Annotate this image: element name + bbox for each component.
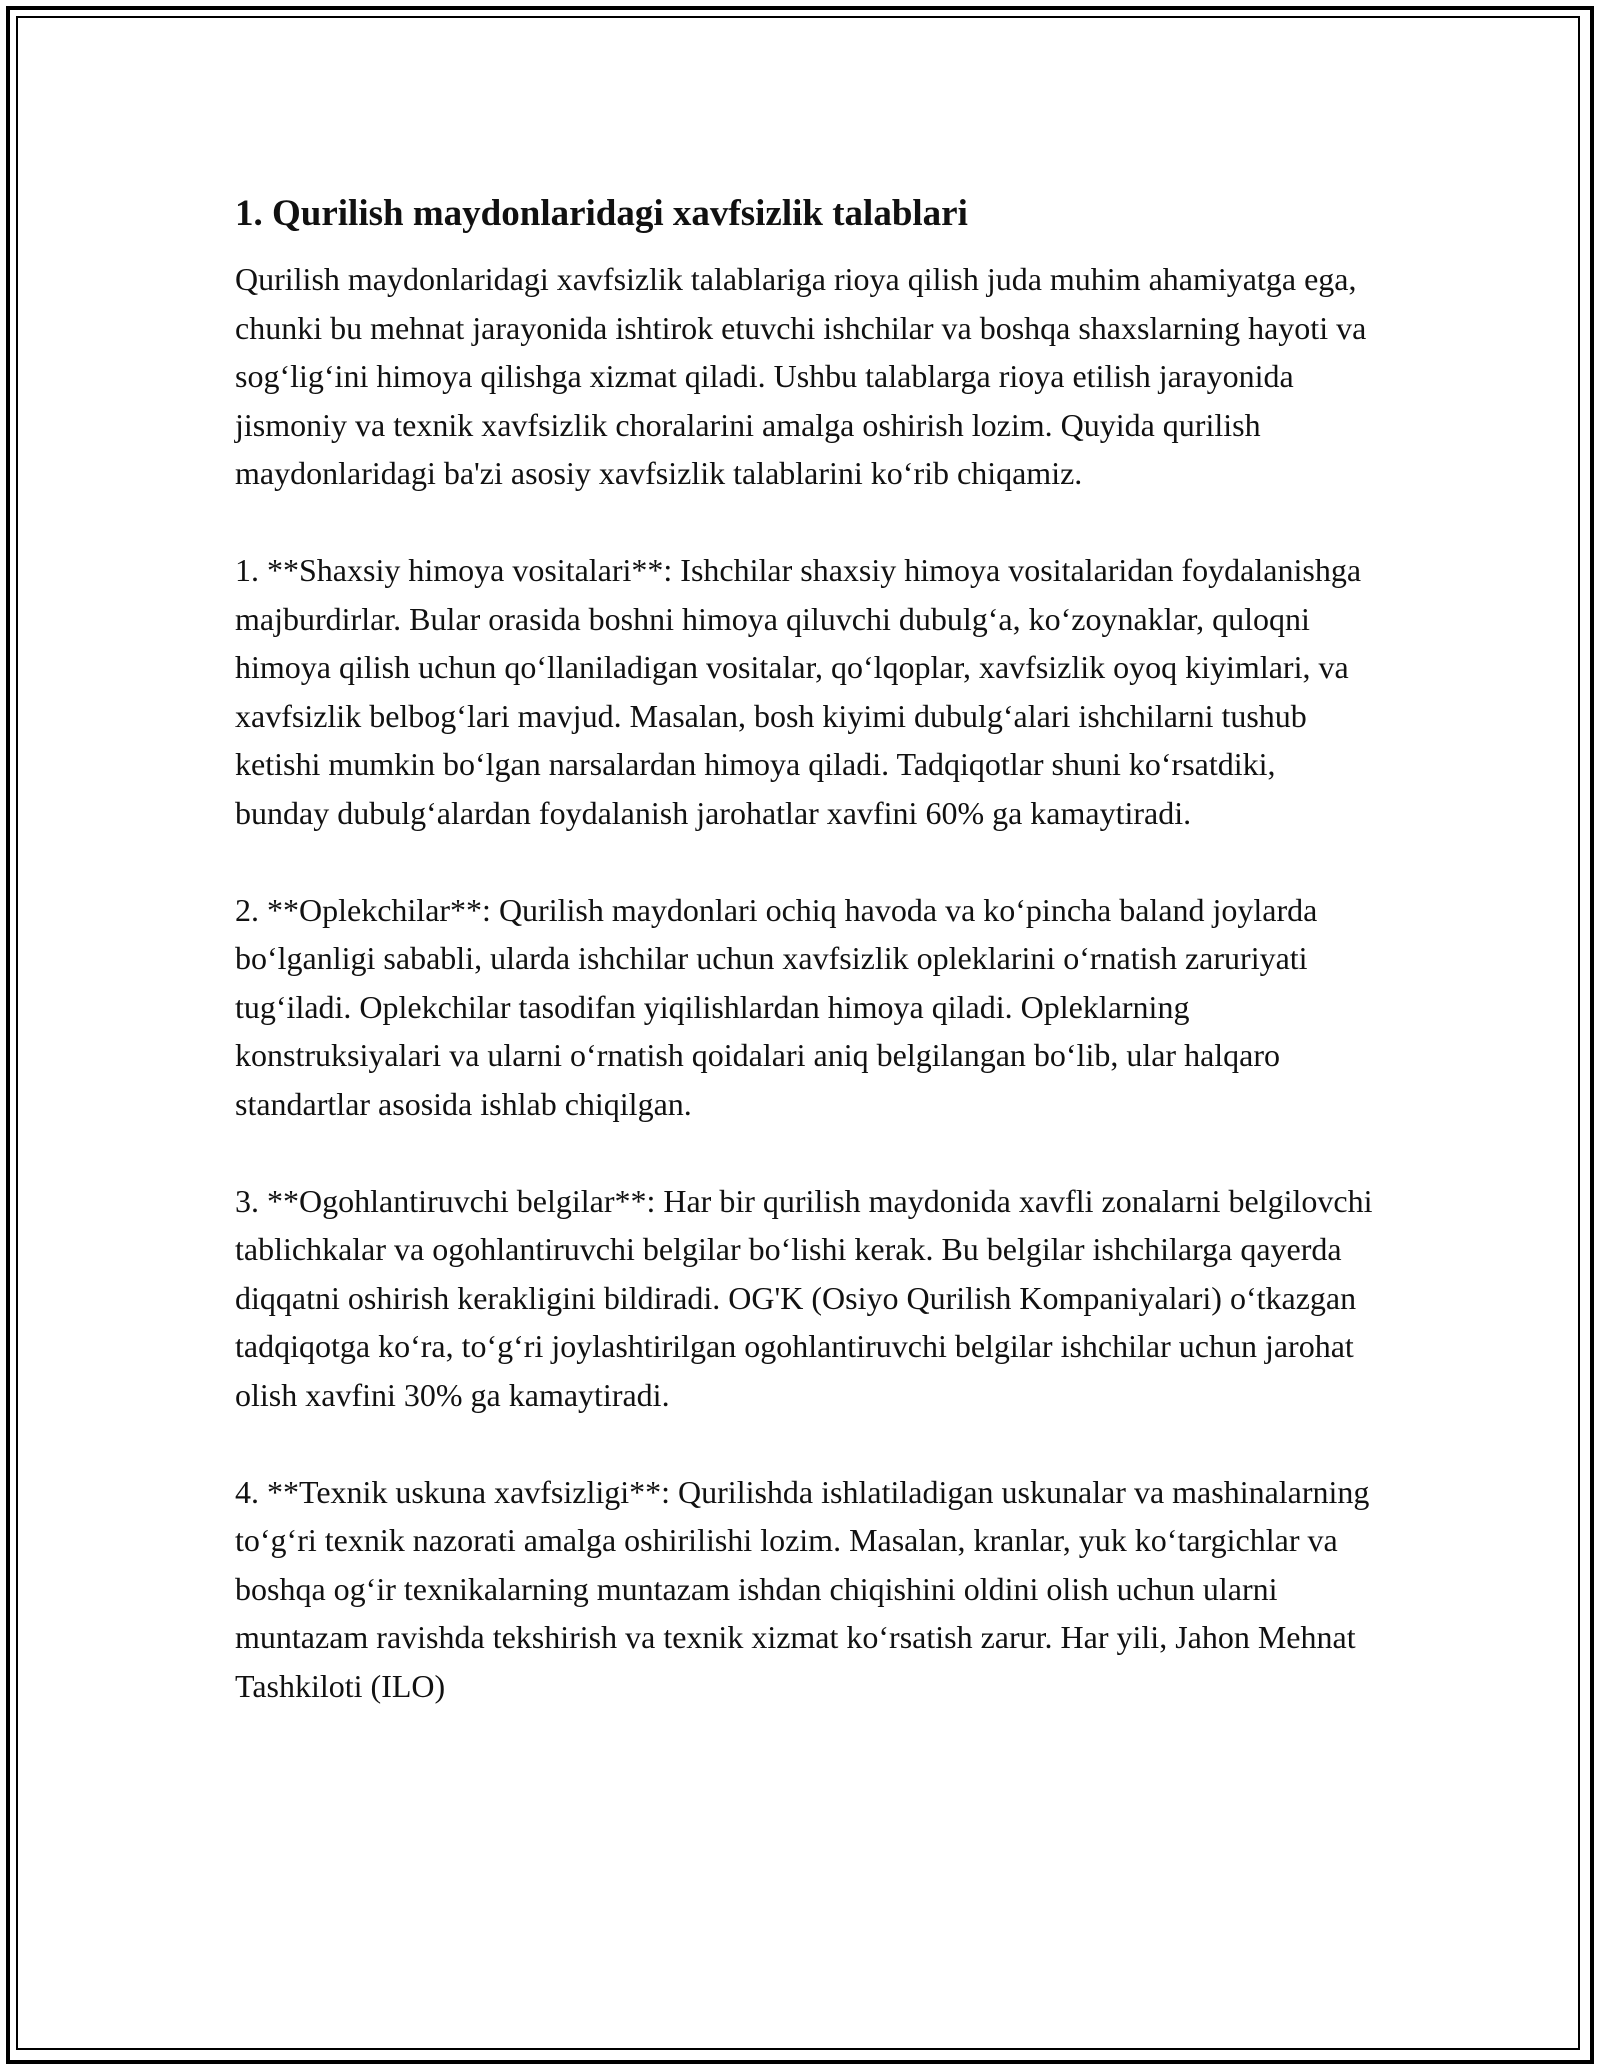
paragraph-personal-protective-equipment: 1. **Shaxsiy himoya vositalari**: Ishchilar shaxsiy himoya vositalaridan foydalanishga majburdirlar. Bular orasida boshni himoya qiluvchi dubulg‘a, ko‘zoynaklar, quloqni himoya qilish uchun qo‘llaniladigan vositalar, qo‘lqoplar, xavfsizlik oyoq kiyimlari, va xavfsizlik belbog‘lari mavjud. Masalan, bosh kiyimi dubulg‘alari ishchilarni tushub ketishi mumkin bo‘lgan narsalardan himoya qiladi. Tadqiqotlar shuni ko‘rsatdiki, bunday dubulg‘alardan foydalanish jarohatlar xavfini 60% ga kamaytiradi.: [235, 552, 1362, 831]
document-title: 1. Qurilish maydonlaridagi xavfsizlik talablari: [235, 193, 968, 234]
document-body: [235, 185, 1375, 1710]
intro-paragraph: Qurilish maydonlaridagi xavfsizlik talablariga rioya qilish juda muhim ahamiyatga ega, chunki bu mehnat jarayonida ishtirok etuvchi ishchilar va boshqa shaxslarning hayoti va sog‘lig‘ini himoya qilishga xizmat qiladi. Ushbu talablarga rioya etilish jarayonida jismoniy va texnik xavfsizlik choralarini amalga oshirish lozim. Quyida qurilish maydonlaridagi ba'zi asosiy xavfsizlik talablarini ko‘rib chiqamiz.: [235, 261, 1367, 491]
paragraph-warning-signs: 3. **Ogohlantiruvchi belgilar**: Har bir qurilish maydonida xavfli zonalarni belgilovchi tablichkalar va ogohlantiruvchi belgilar bo‘lishi kerak. Bu belgilar ishchilarga qayerda diqqatni oshirish kerakligini bildiradi. OG'K (Osiyo Qurilish Kompaniyalari) o‘tkazgan tadqiqotga ko‘ra, to‘g‘ri joylashtirilgan ogohlantiruvchi belgilar ishchilar uchun jarohat olish xavfini 30% ga kamaytiradi.: [235, 1182, 1373, 1413]
paragraph-guardrails: 2. **Oplekchilar**: Qurilish maydonlari ochiq havoda va ko‘pincha baland joylarda bo‘lganligi sababli, ularda ishchilar uchun xavfsizlik opleklarini o‘rnatish zaruriyati tug‘iladi. Oplekchilar tasodifan yiqilishlardan himoya qiladi. Opleklarning konstruksiyalari va ularni o‘rnatish qoidalari aniq belgilangan bo‘lib, ular halqaro standartlar asosida ishlab chiqilgan.: [235, 891, 1318, 1122]
paragraph-equipment-safety: 4. **Texnik uskuna xavfsizligi**: Qurilishda ishlatiladigan uskunalar va mashinalarning to‘g‘ri texnik nazorati amalga oshirilishi lozim. Masalan, kranlar, yuk ko‘targichlar va boshqa og‘ir texnikalarning muntazam ishdan chiqishini oldini olish uchun ularni muntazam ravishda tekshirish va texnik xizmat ko‘rsatish zarur. Har yili, Jahon Mehnat Tashkiloti (ILO): [235, 1473, 1370, 1704]
